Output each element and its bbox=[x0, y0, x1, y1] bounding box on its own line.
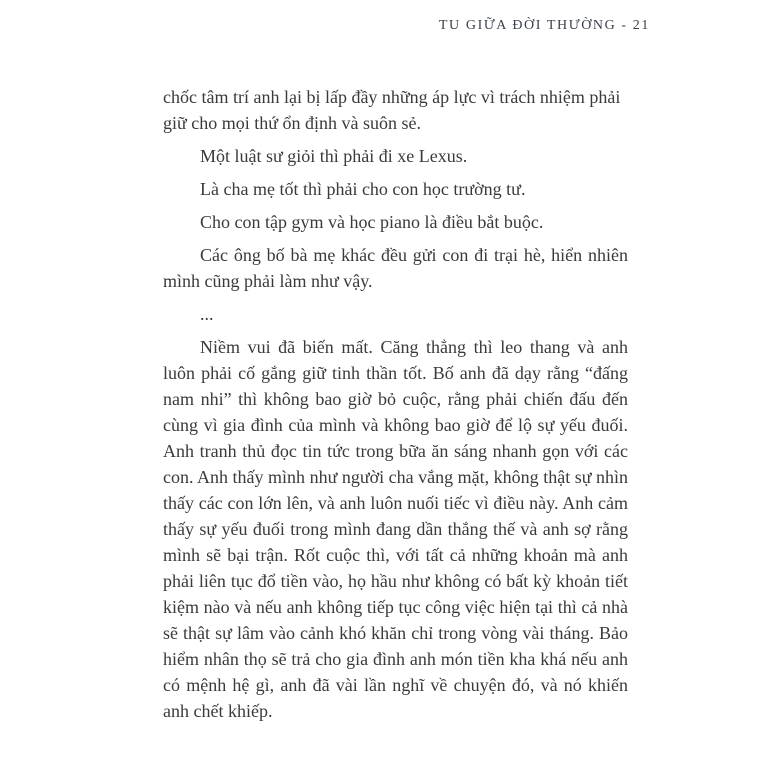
paragraph: Niềm vui đã biến mất. Căng thẳng thì leo thang và anh luôn phải cố gắng giữ tinh thần tốt. Bố anh đã dạy rằng “đấng nam nhi” thì không bao giờ bỏ cuộc, rằng phải chiến đấu đến cùng vì gia đình của mình và không bao giờ để lộ sự yếu đuối. Anh tranh thủ đọc tin tức trong bữa ăn sáng nhanh gọn với các con. Anh thấy mình như người cha vắng mặt, không thật sự nhìn thấy các con lớn lên, và anh luôn nuối tiếc vì điều này. Anh cảm thấy sự yếu đuối trong mình đang dần thắng thế và anh sợ rằng mình sẽ bại trận. Rốt cuộc thì, với tất cả những khoản mà anh phải liên tục đổ tiền vào, họ hầu như không có bất kỳ khoản tiết kiệm nào và nếu anh không tiếp tục công việc hiện tại thì cả nhà sẽ thật sự lâm vào cảnh khó khăn chỉ trong vòng vài tháng. Bảo hiểm nhân thọ sẽ trả cho gia đình anh món tiền kha khá nếu anh có mệnh hệ gì, anh đã vài lần nghĩ về chuyện đó, và nó khiến anh chết khiếp. bbox=[163, 337, 628, 721]
paragraph: Cho con tập gym và học piano là điều bắt buộc. bbox=[200, 212, 544, 232]
paragraph-continuation: chốc tâm trí anh lại bị lấp đầy những áp lực vì trách nhiệm phải giữ cho mọi thứ ổn định và suôn sẻ. bbox=[163, 87, 621, 133]
paragraph-ellipsis: ... bbox=[200, 304, 214, 324]
paragraph: Các ông bố bà mẹ khác đều gửi con đi trại hè, hiển nhiên mình cũng phải làm như vậy. bbox=[163, 245, 628, 291]
body-text-column bbox=[163, 84, 628, 731]
paragraph: Một luật sư giỏi thì phải đi xe Lexus. bbox=[200, 146, 468, 166]
running-header: TU GIỮA ĐỜI THƯỜNG - 21 bbox=[438, 18, 650, 33]
paragraph: Là cha mẹ tốt thì phải cho con học trường tư. bbox=[200, 179, 526, 199]
